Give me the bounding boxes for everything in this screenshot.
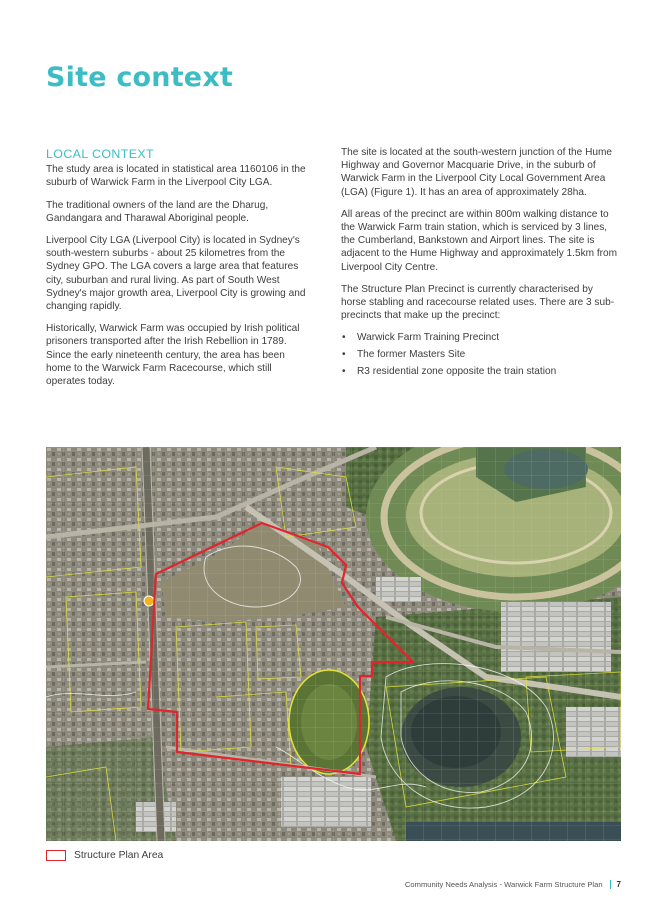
section-heading-local-context: LOCAL CONTEXT: [46, 147, 155, 161]
footer-doc-title: Community Needs Analysis - Warwick Farm Structure Plan: [404, 880, 603, 889]
body-paragraph: All areas of the precinct are within 800m walking distance to the Warwick Farm train station, which is serviced by 3 lines, the Cumberland, Bankstown and Airport lines. The site is adjacent to the Hume Highway and approximately 1.5km from Liverpool City Centre.: [341, 208, 618, 273]
sub-precinct-list: [341, 331, 619, 377]
structure-plan-area-swatch: [46, 850, 66, 861]
page-footer: [405, 880, 621, 889]
body-paragraph: The site is located at the south-western junction of the Hume Highway and Governor Macquarie Drive, in the suburb of Warwick Farm in the Liverpool City Local Government Area (LGA) (Figure 1). It has an area of approximately 28ha.: [341, 147, 612, 198]
list-item: • Warwick Farm Training Precinct: [341, 331, 619, 344]
body-paragraph: The study area is located in statistical area 1160106 in the suburb of Warwick Farm in the Liverpool City LGA.: [46, 164, 306, 189]
legend-label: Structure Plan Area: [74, 849, 164, 861]
map-legend: [46, 848, 163, 862]
site-aerial-map: [46, 447, 621, 841]
body-paragraph: The traditional owners of the land are the Dharug, Gandangara and Tharawal Aboriginal people.: [46, 199, 269, 224]
aerial-map-graphic: [46, 447, 621, 841]
page-number: 7: [616, 880, 621, 889]
body-paragraph: The Structure Plan Precinct is currently characterised by horse stabling and racecourse related uses. There are 3 sub-precincts that make up the precinct:: [341, 283, 615, 322]
left-column: [46, 146, 312, 397]
body-paragraph: Liverpool City LGA (Liverpool City) is located in Sydney's south-western suburbs - about 25 kilometres from the Sydney GPO. The LGA covers a large area that features city, suburban and rural living. As part of South West Sydney's major growth area, Liverpool City is growing and changing rapidly.: [46, 235, 306, 313]
page-title: Site context: [46, 62, 234, 93]
list-item: • R3 residential zone opposite the train station: [341, 365, 619, 378]
right-column: [341, 146, 619, 381]
list-item: • The former Masters Site: [341, 348, 619, 361]
footer-separator: [610, 880, 611, 889]
body-paragraph: Historically, Warwick Farm was occupied by Irish political prisoners transported after the Irish Rebellion in 1789. Since the early nineteenth century, the area has been home to the Warwick Farm Racecourse, which still operates today.: [46, 323, 300, 388]
